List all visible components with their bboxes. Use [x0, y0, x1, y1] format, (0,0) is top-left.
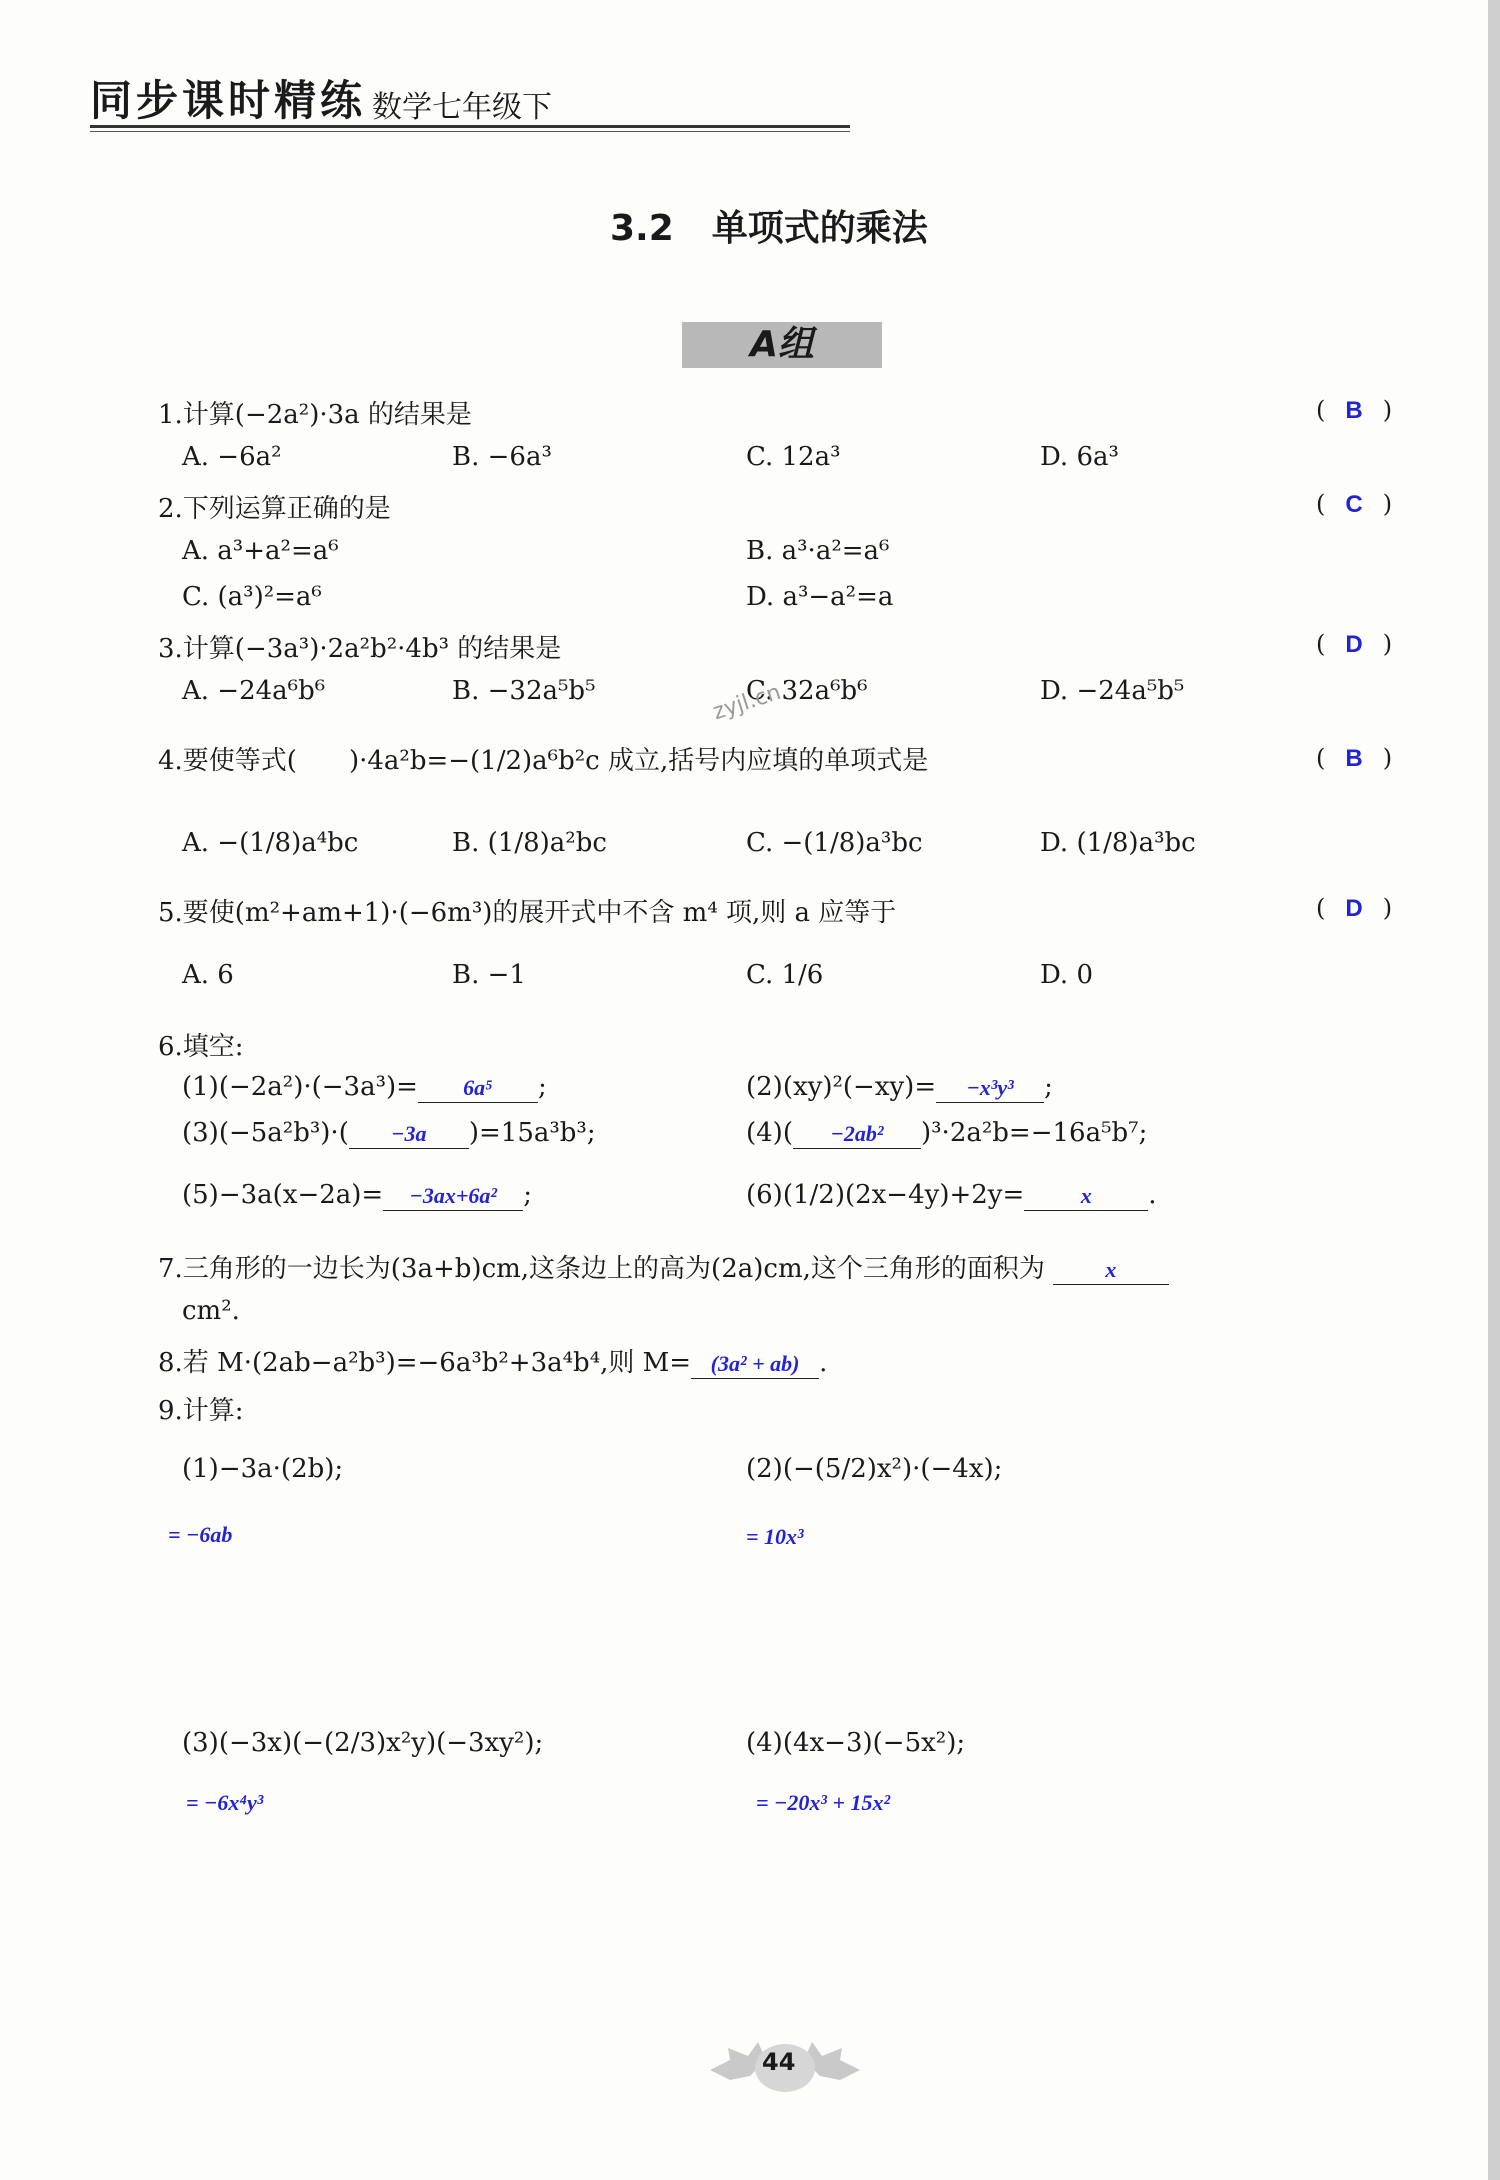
q2-option-c: C. (a³)²=a⁶ — [182, 582, 322, 612]
q8-fill: (3a² + ab) — [691, 1350, 819, 1379]
q1-answer: B — [1345, 397, 1363, 424]
q6-fill-2: −x³y³ — [936, 1074, 1044, 1103]
q6-fill-3: −3a — [349, 1120, 469, 1149]
q6-stem: 6.填空: — [158, 1032, 244, 1062]
q9-answer-4: = −20x³ + 15x² — [756, 1790, 891, 1815]
q1-option-c: C. 12a³ — [746, 442, 841, 472]
q3-answer-box: ( D ) — [1316, 630, 1393, 658]
q2-option-d: D. a³−a²=a — [746, 582, 894, 612]
q3-option-a: A. −24a⁶b⁶ — [182, 676, 326, 706]
q9-problem-1: (1)−3a·(2b); — [182, 1454, 344, 1484]
q2-answer-box: ( C ) — [1316, 490, 1393, 518]
q6-fill-5: −3ax+6a² — [383, 1182, 523, 1211]
section-title — [610, 200, 928, 251]
q6-fill-4: −2ab² — [793, 1120, 921, 1149]
q7-unit: cm². — [182, 1296, 240, 1326]
q5-option-a: A. 6 — [182, 960, 234, 990]
q9-problem-3: (3)(−3x)(−(2/3)x²y)(−3xy²); — [182, 1728, 544, 1758]
q9-answer-1: = −6ab — [168, 1522, 233, 1547]
q1-stem: 1.计算(−2a²)·3a 的结果是 — [158, 400, 472, 430]
q6-item-3: (3)(−5a²b³)·( −3a )=15a³b³; — [182, 1118, 596, 1148]
section-text: 单项式的乘法 — [711, 208, 928, 249]
q5-answer: D — [1345, 895, 1363, 922]
page-number: 44 — [762, 2048, 796, 2076]
q6-item-6: (6)(1/2)(2x−4y)+2y= x . — [746, 1180, 1157, 1210]
q4-option-d: D. (1/8)a³bc — [1040, 828, 1196, 858]
q4-answer-box: ( B ) — [1316, 744, 1393, 772]
q4-option-c: C. −(1/8)a³bc — [746, 828, 923, 858]
q4-option-a: A. −(1/8)a⁴bc — [182, 828, 359, 858]
q7-stem: 7.三角形的一边长为(3a+b)cm,这条边上的高为(2a)cm,这个三角形的面积为 x — [158, 1248, 1169, 1285]
header-book-title: 同步课时精练 — [90, 76, 367, 125]
header-rule — [90, 125, 850, 128]
q2-option-b: B. a³·a²=a⁶ — [746, 536, 890, 566]
q5-stem: 5.要使(m²+am+1)·(−6m³)的展开式中不含 m⁴ 项,则 a 应等于 — [158, 898, 897, 928]
q5-option-d: D. 0 — [1040, 960, 1093, 990]
q6-item-1: (1)(−2a²)·(−3a³)= 6a⁵ ; — [182, 1072, 547, 1102]
q5-option-c: C. 1/6 — [746, 960, 824, 990]
q9-problem-4: (4)(4x−3)(−5x²); — [746, 1728, 966, 1758]
q9-problem-2: (2)(−(5/2)x²)·(−4x); — [746, 1454, 1003, 1484]
q6-item-4: (4)( −2ab² )³·2a²b=−16a⁵b⁷; — [746, 1118, 1148, 1148]
q1-option-a: A. −6a² — [182, 442, 282, 472]
q6-fill-6: x — [1024, 1182, 1148, 1211]
q1-answer-box: ( B ) — [1316, 396, 1393, 424]
q5-answer-box: ( D ) — [1316, 894, 1393, 922]
header-subject: 数学七年级下 — [372, 90, 552, 125]
q1-option-b: B. −6a³ — [452, 442, 552, 472]
group-label: A组 — [682, 322, 882, 368]
q9-stem: 9.计算: — [158, 1396, 244, 1426]
q3-answer: D — [1345, 631, 1363, 658]
q1-option-d: D. 6a³ — [1040, 442, 1119, 472]
q4-stem: 4.要使等式( )·4a²b=−(1/2)a⁶b²c 成立,括号内应填的单项式是 — [158, 746, 929, 776]
q8-stem: 8.若 M·(2ab−a²b³)=−6a³b²+3a⁴b⁴,则 M= (3a² + ab) . — [158, 1348, 828, 1378]
q2-stem: 2.下列运算正确的是 — [158, 494, 391, 524]
q5-option-b: B. −1 — [452, 960, 526, 990]
header-rule-thin — [90, 131, 850, 132]
q4-option-b: B. (1/8)a²bc — [452, 828, 607, 858]
section-number: 3.2 — [610, 208, 674, 249]
q3-option-d: D. −24a⁵b⁵ — [1040, 676, 1185, 706]
q6-item-2: (2)(xy)²(−xy)= −x³y³ ; — [746, 1072, 1053, 1102]
watermark: zyjl.cn — [709, 679, 784, 726]
q2-answer: C — [1345, 491, 1363, 518]
q7-fill: x — [1053, 1256, 1169, 1285]
q2-option-a: A. a³+a²=a⁶ — [182, 536, 339, 566]
q3-option-b: B. −32a⁵b⁵ — [452, 676, 596, 706]
q6-item-5: (5)−3a(x−2a)= −3ax+6a² ; — [182, 1180, 532, 1210]
q9-answer-3: = −6x⁴y³ — [186, 1790, 264, 1815]
q6-fill-1: 6a⁵ — [418, 1074, 538, 1103]
q3-option-c: C. 32a⁶b⁶ — [746, 676, 868, 706]
q4-answer: B — [1345, 745, 1363, 772]
page-edge — [1488, 0, 1500, 2180]
q9-answer-2: = 10x³ — [746, 1524, 804, 1549]
q3-stem: 3.计算(−3a³)·2a²b²·4b³ 的结果是 — [158, 634, 562, 664]
